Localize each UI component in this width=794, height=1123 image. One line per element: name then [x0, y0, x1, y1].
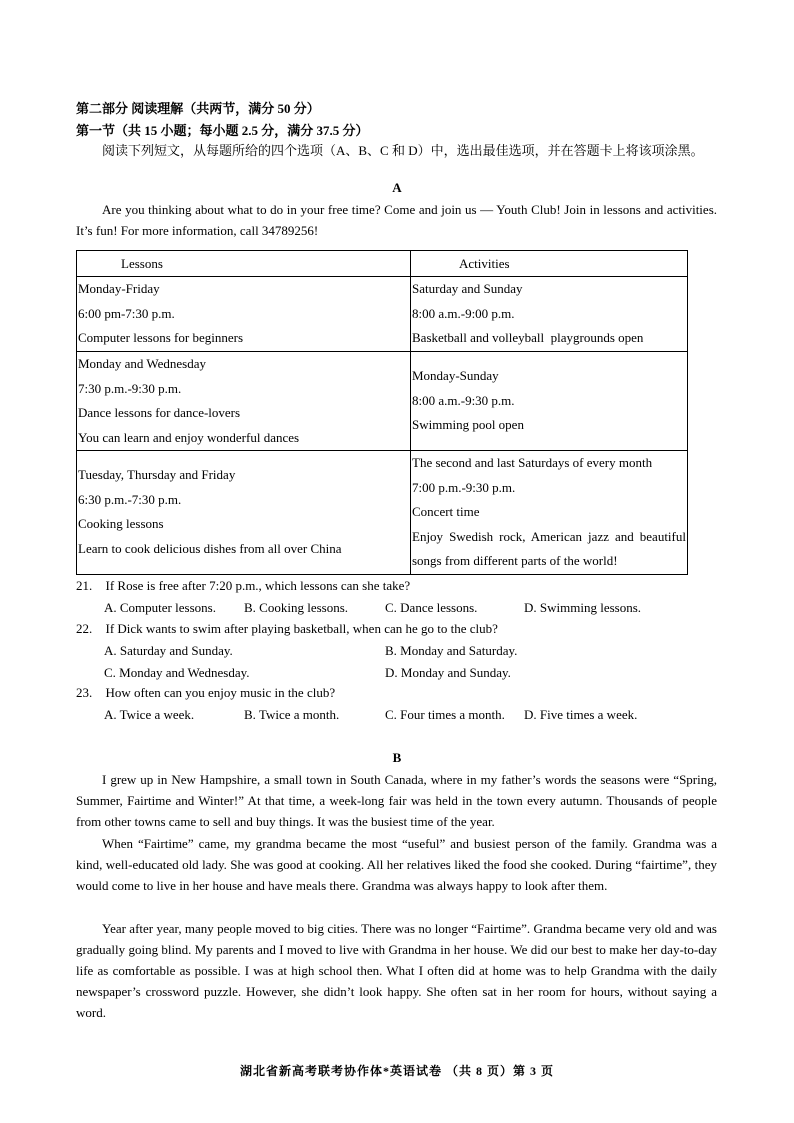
question-number: 22. [76, 621, 93, 636]
table-header-row [77, 251, 688, 277]
option-d: D. Swimming lessons. [524, 600, 642, 615]
table-row [77, 352, 688, 451]
question-23 [76, 685, 335, 701]
table-row [77, 451, 688, 575]
option-d: D. Monday and Sunday. [385, 665, 511, 680]
passage-b-paragraph-3: Year after year, many people moved to big cities. There was no longer “Fairtime”. Grandma became very old and was gradually going blind. My parents and I moved to live with Grandma in her house. We did our best to make her day-to-day life as comfortable as possible. I was at high school then. What I often did at home was to help Grandma with the daily newspaper’s crossword puzzle. However, she didn’t look happy. She often sat in her room for hours, without saying a word. [76, 921, 717, 1020]
cell-line: Tuesday, Thursday and Friday [78, 467, 236, 483]
question-21 [76, 578, 410, 594]
cell-line: You can learn and enjoy wonderful dances [78, 429, 300, 445]
question-22 [76, 621, 498, 637]
activities-cell [411, 277, 688, 352]
cell-line: Computer lessons for beginners [78, 330, 244, 346]
part-heading: 第二部分 阅读理解（共两节，满分 50 分） [76, 101, 320, 116]
cell-line: Swimming pool open [412, 417, 524, 433]
cell-line: Monday-Sunday [412, 368, 499, 384]
cell-line: 7:00 p.m.-9:30 p.m. [412, 479, 516, 495]
option-c: C. Four times a month. [385, 707, 505, 722]
option-a: A. Saturday and Sunday. [104, 643, 233, 658]
page-footer: 湖北省新高考联考协作体*英语试卷 （共 8 页）第 3 页 [239, 1064, 554, 1078]
option-d: D. Five times a week. [524, 707, 638, 722]
cell-line: Concert time [412, 504, 480, 519]
cell-line: Monday-Friday [78, 281, 160, 297]
cell-line: 6:00 pm-7:30 p.m. [78, 305, 175, 321]
instruction-text: 阅读下列短文，从每题所给的四个选项（A、B、C 和 D）中，选出最佳选项，并在答题卡上将该项涂黑。 [102, 143, 704, 158]
passage-b-paragraph-2: When “Fairtime” came, my grandma became the most “useful” and busiest person of the family. Grandma was a kind, well-educated old lady. She was good at cooking. All her relatives liked the food she cooked. During “fairtime”, they would come to live in her house and have meals there. Grandma was always happy to look after them. [76, 836, 717, 893]
table-header-activities: Activities [411, 251, 688, 277]
option-c: C. Monday and Wednesday. [104, 665, 250, 680]
cell-line: 8:00 a.m.-9:00 p.m. [412, 305, 515, 321]
passage-b-paragraph-1: I grew up in New Hampshire, a small town in South Canada, where in my father’s words the seasons were “Spring, Summer, Fairtime and Winter!” At that time, a week-long fair was held in the town every autumn. Thousands of people from other towns came to sell and buy things. It was the busiest time of the year. [76, 772, 717, 829]
question-stem: How often can you enjoy music in the club? [105, 685, 336, 700]
cell-line: Basketball and volleyball playgrounds open [412, 330, 644, 346]
cell-line: 8:00 a.m.-9:30 p.m. [412, 392, 515, 408]
table-row [77, 277, 688, 352]
option-a: A. Twice a week. [104, 707, 195, 722]
option-a: A. Computer lessons. [104, 600, 216, 615]
cell-line: Enjoy Swedish rock, American jazz and beautiful songs from different parts of the world! [412, 528, 686, 568]
option-b: B. Twice a month. [244, 707, 340, 722]
cell-line: Dance lessons for dance-lovers [78, 405, 241, 420]
option-b: B. Cooking lessons. [244, 600, 349, 615]
option-b: B. Monday and Saturday. [385, 643, 518, 658]
passage-a-label: A [392, 180, 402, 195]
question-number: 21. [76, 578, 93, 593]
question-stem: If Dick wants to swim after playing basketball, when can he go to the club? [105, 621, 498, 636]
section-heading: 第一节（共 15 小题；每小题 2.5 分，满分 37.5 分） [76, 123, 369, 138]
cell-line: Monday and Wednesday [78, 356, 206, 371]
activities-cell [411, 451, 688, 575]
table-header-lessons: Lessons [77, 251, 411, 277]
cell-line: The second and last Saturdays of every month [412, 455, 653, 470]
option-c: C. Dance lessons. [385, 600, 478, 615]
lessons-cell [77, 277, 411, 352]
lessons-cell [77, 451, 411, 575]
cell-line: 7:30 p.m.-9:30 p.m. [78, 380, 182, 396]
passage-a-intro: Are you thinking about what to do in your free time? Come and join us — Youth Club! Join in lessons and activities. It’s fun! For more information, call 34789256! [76, 202, 717, 238]
cell-line: Learn to cook delicious dishes from all over China [78, 540, 342, 556]
question-stem: If Rose is free after 7:20 p.m., which lessons can she take? [105, 578, 411, 593]
schedule-table [76, 250, 688, 575]
cell-line: Saturday and Sunday [412, 281, 523, 297]
lessons-cell [77, 352, 411, 451]
passage-b-label: B [392, 750, 402, 765]
question-number: 23. [76, 685, 93, 700]
cell-line: 6:30 p.m.-7:30 p.m. [78, 491, 182, 507]
activities-cell [411, 352, 688, 451]
cell-line: Cooking lessons [78, 516, 164, 532]
